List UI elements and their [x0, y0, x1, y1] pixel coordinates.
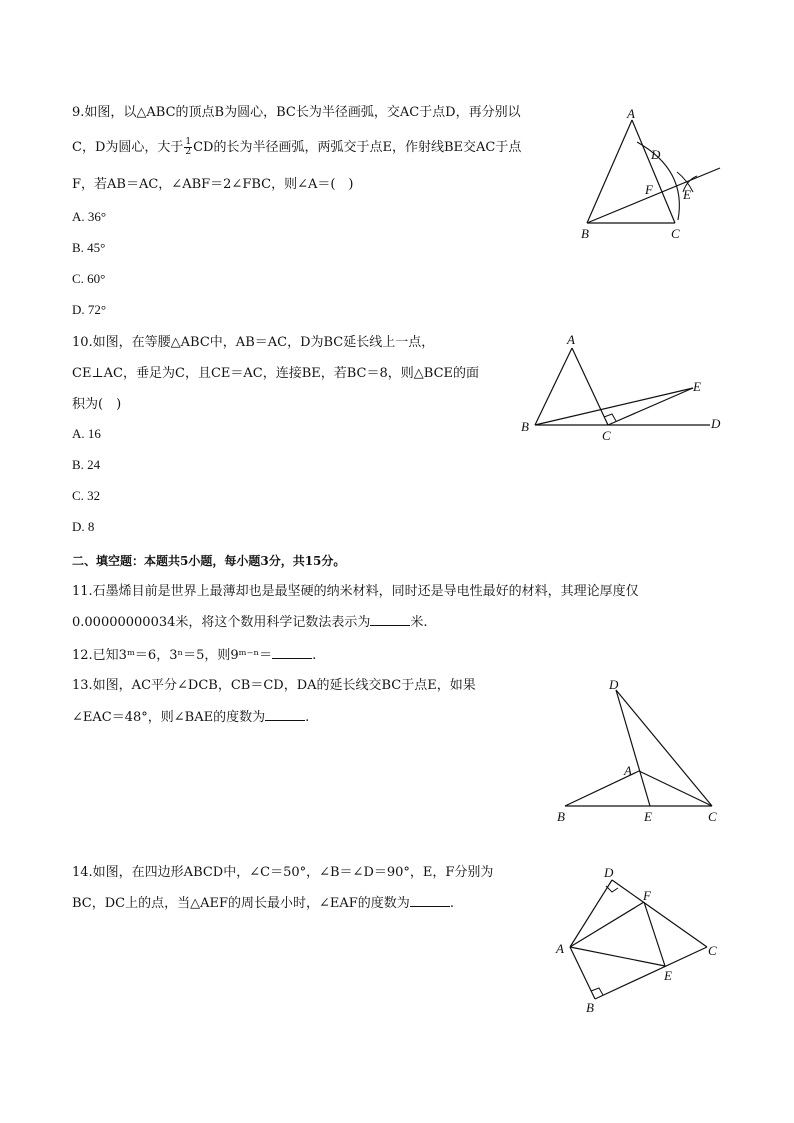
- q11-line2-start: 0.00000000034米，将这个数用科学记数法表示为: [72, 615, 371, 630]
- q10-line3: 积为( ): [72, 397, 122, 412]
- q9-frac-den: 2: [185, 147, 192, 157]
- q9-label-a: A: [627, 106, 635, 121]
- q14-answer-blank[interactable]: [410, 894, 450, 907]
- q13-label-d: D: [609, 677, 619, 692]
- q9-label-f: F: [645, 182, 653, 197]
- q10-option-b[interactable]: B. 24: [72, 457, 101, 472]
- q9-option-a[interactable]: A. 36°: [72, 209, 107, 224]
- q10-line2: CE⊥AC，垂足为C，且CE＝AC，连接BE，若BC＝8，则△BCE的面: [72, 366, 479, 381]
- q10-line1: 10.如图，在等腰△ABC中，AB＝AC，D为BC延长线上一点，: [72, 335, 435, 350]
- q10-option-c[interactable]: C. 32: [72, 488, 101, 503]
- q12-text: 12.已知3ᵐ＝6，3ⁿ＝5，则9ᵐ⁻ⁿ＝: [72, 648, 273, 663]
- q9-line3: F，若AB＝AC，∠ABF＝2∠FBC，则∠A＝( ): [72, 177, 354, 192]
- q9-label-c: C: [671, 226, 680, 241]
- q13-line2-text: ∠EAC＝48°，则∠BAE的度数为: [72, 710, 266, 725]
- q13-figure: [550, 675, 730, 830]
- q14-label-c: C: [708, 943, 717, 958]
- q14-line2-text: BC，DC上的点，当△AEF的周长最小时，∠EAF的度数为: [72, 896, 410, 911]
- q10-label-c: C: [602, 428, 611, 443]
- q14-label-b: B: [586, 1000, 594, 1015]
- q14-line2: [72, 894, 454, 913]
- q14-label-a: A: [556, 941, 564, 956]
- q13-label-c: C: [708, 809, 717, 824]
- q14-end: .: [449, 896, 454, 911]
- q14-label-d: D: [604, 865, 614, 880]
- q13-end: .: [305, 710, 310, 725]
- q9-option-c[interactable]: C. 60°: [72, 271, 106, 286]
- q10-label-b: B: [521, 419, 529, 434]
- q11-answer-blank[interactable]: [370, 613, 410, 626]
- q13-answer-blank[interactable]: [265, 708, 305, 721]
- q10-label-e: E: [693, 379, 701, 394]
- q9-option-b[interactable]: B. 45°: [72, 240, 106, 255]
- q10-option-d[interactable]: D. 8: [72, 519, 95, 534]
- q12-end: .: [312, 648, 317, 663]
- q13-line1: 13.如图，AC平分∠DCB，CB＝CD，DA的延长线交BC于点E，如果: [72, 678, 476, 693]
- q14-line1: 14.如图，在四边形ABCD中，∠C＝50°，∠B＝∠D＝90°，E，F分别为: [72, 865, 494, 880]
- q14-label-f: F: [643, 888, 651, 903]
- q13-line2: [72, 708, 309, 727]
- q10-label-a: A: [567, 332, 575, 347]
- q9-figure: [575, 100, 725, 245]
- q9-frac-num: 1: [185, 137, 192, 147]
- q9-label-b: B: [581, 226, 589, 241]
- q9-option-d[interactable]: D. 72°: [72, 302, 107, 317]
- q11-line1: 11.石墨烯目前是世界上最薄却也是最坚硬的纳米材料，同时还是导电性最好的材料，其理论厚度仅: [72, 584, 639, 599]
- section-title: 二、填空题：本题共5小题，每小题3分，共15分。: [72, 554, 346, 568]
- q14-figure: [550, 862, 725, 1017]
- q12-answer-blank[interactable]: [272, 646, 312, 659]
- q10-label-d: D: [711, 416, 721, 431]
- q13-label-e: E: [644, 809, 652, 824]
- q13-label-a: A: [624, 763, 632, 778]
- q9-line2-end: CD的长为半径画弧，两弧交于点E，作射线BE交AC于点: [193, 140, 522, 155]
- q13-label-b: B: [557, 809, 565, 824]
- q10-option-a[interactable]: A. 16: [72, 426, 101, 441]
- q9-label-e: E: [683, 187, 691, 202]
- q9-fraction: [184, 138, 192, 157]
- q11-line2-end: 米.: [410, 615, 428, 630]
- q9-line1: 9.如图，以△ABC的顶点B为圆心，BC长为半径画弧，交AC于点D，再分别以: [72, 105, 521, 120]
- q9-line2-start: C，D为圆心，大于: [72, 140, 184, 155]
- q14-label-e: E: [664, 968, 672, 983]
- q9-line2: [72, 138, 521, 157]
- q10-figure: [515, 330, 730, 445]
- q9-label-d: D: [651, 147, 661, 162]
- q11-line2: [72, 613, 428, 632]
- q12-line: [72, 646, 316, 665]
